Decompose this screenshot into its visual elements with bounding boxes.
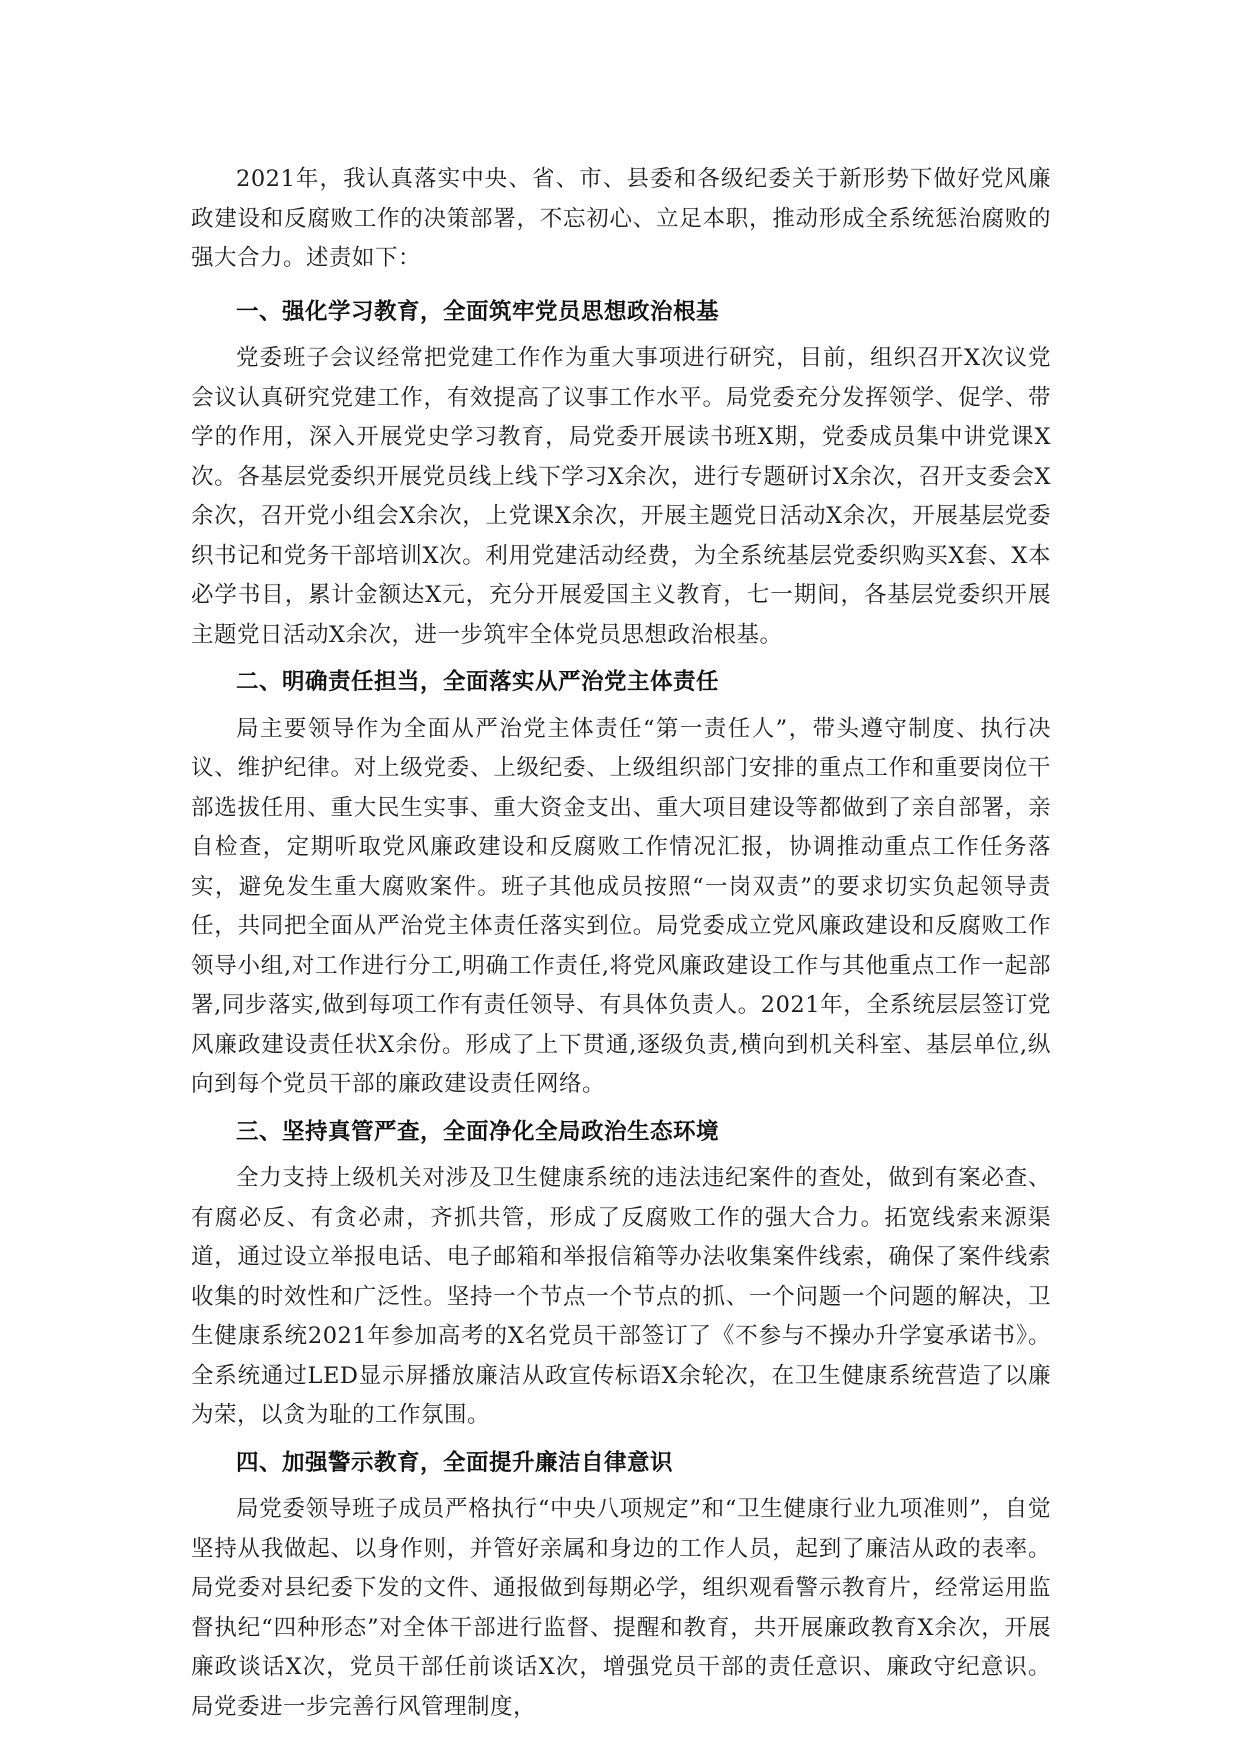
section-3-paragraph: 全力支持上级机关对涉及卫生健康系统的违法违纪案件的查处，做到有案必查、有腐必反、有贪必肃，齐抓共管，形成了反腐败工作的强大合力。拓宽线索来源渠道，通过设立举报电话、电子邮箱和举报信箱等办法收集案件线索，确保了案件线索收集的时效性和广泛性。坚持一个节点一个节点的抓、一个问题一个问题的解决，卫生健康系统2021年参加高考的X名党员干部签订了《不参与不操办升学宴承诺书》。全系统通过LED显示屏播放廉洁从政宣传标语X余轮次，在卫生健康系统营造了以廉为荣，以贪为耻的工作氛围。: [191, 1165, 1051, 1428]
intro-paragraph: 2021年，我认真落实中央、省、市、县委和各级纪委关于新形势下做好党风廉政建设和反腐败工作的决策部署，不忘初心、立足本职，推动形成全系统惩治腐败的强大合力。述责如下：: [191, 166, 1051, 271]
section-3-heading: 三、坚持真管严查，全面净化全局政治生态环境: [236, 1118, 720, 1145]
section-1-heading: 一、强化学习教育，全面筑牢党员思想政治根基: [236, 298, 720, 325]
section-2-paragraph: 局主要领导作为全面从严治党主体责任“第一责任人”，带头遵守制度、执行决议、维护纪律。对上级党委、上级纪委、上级组织部门安排的重点工作和重要岗位干部选拔任用、重大民生实事、重大资金支出、重大项目建设等都做到了亲自部署，亲自检查，定期听取党风廉政建设和反腐败工作情况汇报，协调推动重点工作任务落实，避免发生重大腐败案件。班子其他成员按照“一岗双责”的要求切实负起领导责任，共同把全面从严治党主体责任落实到位。局党委成立党风廉政建设和反腐败工作领导小组,对工作进行分工,明确工作责任,将党风廉政建设工作与其他重点工作一起部署,同步落实,做到每项工作有责任领导、有具体负责人。2021年，全系统层层签订党风廉政建设责任状X余份。形成了上下贯通,逐级负责,横向到机关科室、基层单位,纵向到每个党员干部的廉政建设责任网络。: [191, 715, 1051, 1097]
section-2-heading: 二、明确责任担当，全面落实从严治党主体责任: [236, 669, 720, 695]
document-body: [191, 160, 1051, 1727]
section-1-paragraph: 党委班子会议经常把党建工作作为重大事项进行研究，目前，组织召开X次议党会议认真研究党建工作，有效提高了议事工作水平。局党委充分发挥领学、促学、带学的作用，深入开展党史学习教育，局党委开展读书班X期，党委成员集中讲党课X次。各基层党委织开展党员线上线下学习X余次，进行专题研讨X余次，召开支委会X余次，召开党小组会X余次，上党课X余次，开展主题党日活动X余次，开展基层党委织书记和党务干部培训X次。利用党建活动经费，为全系统基层党委织购买X套、X本必学书目，累计金额达X元，充分开展爱国主义教育，七一期间，各基层党委织开展主题党日活动X余次，进一步筑牢全体党员思想政治根基。: [191, 345, 1051, 648]
section-4-paragraph: 局党委领导班子成员严格执行“中央八项规定”和“卫生健康行业九项准则”，自觉坚持从我做起、以身作则，并管好亲属和身边的工作人员，起到了廉洁从政的表率。局党委对县纪委下发的文件、通报做到每期必学，组织观看警示教育片，经常运用监督执纪“四种形态”对全体干部进行监督、提醒和教育，共开展廉政教育X余次，开展廉政谈话X次，党员干部任前谈话X次，增强党员干部的责任意识、廉政守纪意识。局党委进一步完善行风管理制度，: [191, 1496, 1051, 1720]
section-4-heading: 四、加强警示教育，全面提升廉洁自律意识: [236, 1449, 674, 1476]
